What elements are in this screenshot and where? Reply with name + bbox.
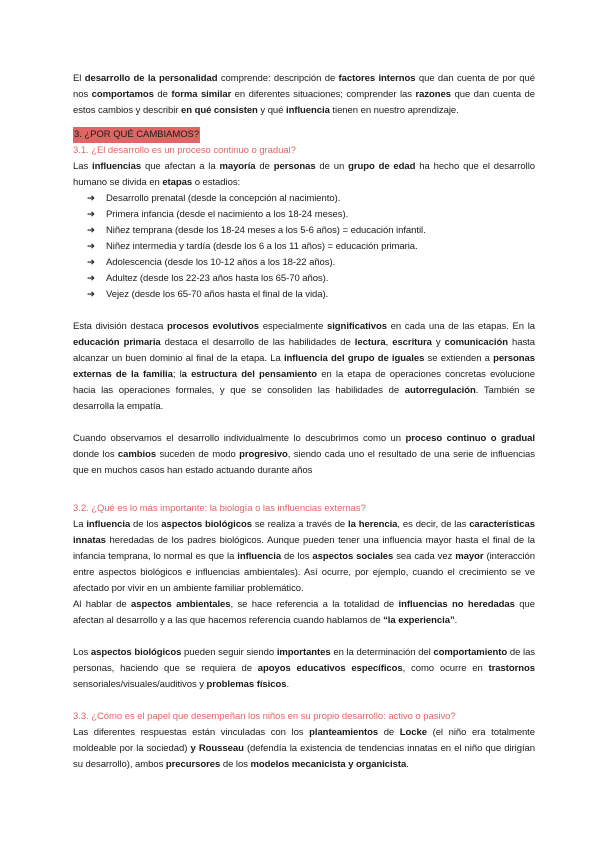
bold-run: comportamiento — [433, 647, 508, 658]
section-3-heading: 3. ¿POR QUÉ CAMBIAMOS? — [73, 127, 200, 143]
text-run: de — [255, 161, 274, 172]
bold-run: mayoría — [219, 161, 256, 172]
text-run: (interacción entre aspectos biológicos e influencias ambientales). Así ocurre, por ejemplo, cuando el crecimiento se ve afectado por vivir en un ambiente familiar problemático. — [73, 551, 535, 594]
list-item-text: Vejez (desde los 65-70 años hasta el final de la vida). — [106, 289, 329, 300]
bold-run: características innatas — [73, 519, 535, 546]
text-run: , se hace referencia a la totalidad de — [230, 599, 399, 610]
text-run: , como ocurre en — [402, 663, 489, 674]
text-run: . También se desarrolla la empatía. — [73, 385, 536, 412]
text-run: Las — [73, 161, 93, 172]
text-run: o estadios: — [192, 177, 241, 188]
text-run: El — [73, 73, 85, 84]
list-item — [87, 271, 535, 287]
bold-run: aspectos biológicos — [90, 647, 182, 658]
stages-list — [73, 191, 535, 303]
text-run: comprende: descripción de — [217, 73, 339, 84]
text-run: Cuando observamos el desarrollo individualmente lo descubrimos como un — [73, 433, 406, 444]
bold-run: influencia — [285, 105, 330, 116]
bold-run: forma similar — [171, 89, 232, 100]
bold-run: en qué consisten — [181, 105, 258, 116]
text-run: en diferentes situaciones; comprender las — [231, 89, 416, 100]
list-item-text: Adolescencia (desde los 10-12 años a los 18-22 años). — [106, 257, 336, 268]
text-run: heredadas de los padres biológicos. Aunque pueden tener una influencia mayor hasta el final de la infancia temprana, lo normal es que la — [73, 535, 535, 562]
text-run: (defendía la existencia de tendencias innatas en el niño que dirigían su desarrollo), ambos — [73, 743, 536, 770]
text-run: ha hecho que el desarrollo humano se divida en — [73, 161, 535, 188]
text-run: destaca el desarrollo de las habilidades de — [160, 337, 355, 348]
text-run: de los — [281, 551, 313, 562]
list-item-text: Niñez intermedia y tardía (desde los 6 a los 11 años) = educación primaria. — [106, 241, 418, 252]
bold-run: apoyos educativos específicos — [257, 663, 403, 674]
bold-run: aspectos ambientales — [131, 599, 231, 610]
bold-run: proceso continuo o gradual — [405, 433, 535, 444]
text-run: de — [378, 727, 400, 738]
text-run: . — [286, 679, 290, 690]
list-item — [87, 239, 535, 255]
bold-run: educación primaria — [73, 337, 161, 348]
list-item — [87, 207, 535, 223]
bold-run: desarrollo de la personalidad — [84, 73, 218, 84]
spacer — [73, 629, 535, 645]
list-item — [87, 191, 535, 207]
bold-run: planteamientos — [309, 727, 379, 738]
spacer — [73, 415, 535, 431]
text-run: de los — [130, 519, 162, 530]
bold-run: cambios — [117, 449, 157, 460]
text-run: que dan cuenta de estos cambios y describir — [73, 89, 535, 116]
bold-run: personas — [273, 161, 316, 172]
text-run: de — [153, 89, 172, 100]
bold-run: influencia — [86, 519, 131, 530]
bold-run: trastornos — [488, 663, 535, 674]
biological-support-paragraph — [73, 645, 535, 693]
arrow-right-icon: ➔ — [87, 289, 95, 300]
bold-run: procesos evolutivos — [167, 321, 260, 332]
text-run: , es decir, de las — [397, 519, 470, 530]
text-run: en cada una de las etapas. En la — [387, 321, 535, 332]
arrow-right-icon: ➔ — [87, 209, 95, 220]
text-run: especialmente — [259, 321, 327, 332]
list-item-text: Adultez (desde los 22-23 años hasta los 65-70 años). — [106, 273, 329, 284]
text-run: que dan cuenta de por qué nos — [73, 73, 535, 100]
bold-run: personas externas de la familia — [73, 353, 535, 380]
spacer — [73, 303, 535, 319]
bold-run: significativos — [326, 321, 387, 332]
text-run: en la etapa de operaciones concretas evolucione hacia las operaciones formales, y que se consoliden las habilidades de — [73, 369, 535, 396]
bold-run: etapas — [162, 177, 193, 188]
bold-run: lectura — [354, 337, 386, 348]
arrow-right-icon: ➔ — [87, 225, 95, 236]
arrow-right-icon: ➔ — [87, 257, 95, 268]
document-content — [73, 71, 535, 773]
text-run: se realiza a través de — [251, 519, 349, 530]
bold-run: factores internos — [338, 73, 416, 84]
arrow-right-icon: ➔ — [87, 193, 95, 204]
text-run: suceden de modo — [156, 449, 240, 460]
bold-run: precursores — [165, 759, 221, 770]
bold-run: modelos mecanicista y organicista — [250, 759, 407, 770]
text-run: que afectan a la — [141, 161, 220, 172]
bold-run: influencia — [237, 551, 282, 562]
bold-run: aspectos sociales — [312, 551, 394, 562]
arrow-right-icon: ➔ — [87, 273, 95, 284]
bold-run: influencias no heredadas — [398, 599, 515, 610]
spacer — [73, 693, 535, 709]
bold-run: y Rousseau — [190, 743, 244, 754]
text-run: y qué — [257, 105, 286, 116]
text-run: Esta división destaca — [73, 321, 168, 332]
text-run: Las diferentes respuestas están vinculadas con los — [73, 727, 310, 738]
bold-run: influencia del grupo de iguales — [283, 353, 425, 364]
list-item — [87, 223, 535, 239]
list-item-text: Primera infancia (desde el nacimiento a los 18-24 meses). — [106, 209, 349, 220]
text-run: de las personas, haciendo que se requiera de — [73, 647, 536, 674]
text-run: en la determinación del — [330, 647, 434, 658]
text-run: . — [454, 615, 458, 626]
text-run: y — [431, 337, 445, 348]
text-run: ; l — [172, 369, 182, 380]
list-item-text: Desarrollo prenatal (desde la concepción al nacimiento). — [106, 193, 341, 204]
bold-run: razones — [415, 89, 452, 100]
continuous-development-paragraph — [73, 431, 535, 479]
text-run: de los — [220, 759, 251, 770]
bold-run: mayor — [455, 551, 484, 562]
text-run: Los — [73, 647, 91, 658]
section-3-2-heading: 3.2. ¿Qué es lo más importante: la biología o las influencias externas? — [73, 503, 366, 514]
text-run: La — [73, 519, 87, 530]
text-run: pueden seguir siendo — [181, 647, 277, 658]
text-run: , siendo cada uno el resultado de una serie de influencias que en muchos casos han estado actuando durante años — [73, 449, 535, 476]
arrow-right-icon: ➔ — [87, 241, 95, 252]
bold-run: comportamos — [91, 89, 154, 100]
text-run: , — [385, 337, 393, 348]
list-item — [87, 255, 535, 271]
text-run: de un — [315, 161, 349, 172]
bold-run: influencias — [92, 161, 142, 172]
section-3-3-heading: 3.3. ¿Cómo es el papel que desempeñan los niños en su propio desarrollo: activo o pasivo? — [73, 711, 456, 722]
stages-detail-paragraph — [73, 319, 535, 415]
environment-paragraph — [73, 597, 535, 629]
bold-run: autorregulación — [404, 385, 476, 396]
text-run: . — [406, 759, 409, 770]
text-run: Al hablar de — [73, 599, 131, 610]
bold-run: Locke — [399, 727, 427, 738]
text-run: (el niño era totalmente moldeable por la sociedad) — [73, 727, 535, 754]
bold-run: escritura — [392, 337, 432, 348]
bold-run: grupo de edad — [348, 161, 416, 172]
text-run: sensoriales/visuales/auditivos y — [73, 679, 207, 690]
spacer — [73, 479, 535, 495]
bold-run: aspectos biológicos — [161, 519, 252, 530]
text-run: hasta alcanzar un buen dominio al final de la etapa. La — [73, 337, 535, 364]
list-item-text: Niñez temprana (desde los 18-24 meses a los 5-6 años) = educación infantil. — [106, 225, 426, 236]
stages-lead-paragraph — [73, 159, 535, 191]
bold-run: comunicación — [444, 337, 508, 348]
bold-run: la herencia — [348, 519, 398, 530]
text-run: que afectan al desarrollo y a las que hacemos referencia cuando hablamos de — [73, 599, 535, 626]
text-run: donde los — [73, 449, 118, 460]
bold-run: importantes — [276, 647, 331, 658]
section-3-1-heading: 3.1. ¿El desarrollo es un proceso continuo o gradual? — [73, 145, 296, 156]
bold-run: “la experiencia” — [383, 615, 455, 626]
bold-run: a estructura del pensamiento — [181, 369, 318, 380]
active-passive-paragraph — [73, 725, 535, 773]
list-item — [87, 287, 535, 303]
text-run: se extienden a — [424, 353, 494, 364]
intro-paragraph — [73, 71, 535, 119]
bold-run: progresivo — [239, 449, 288, 460]
biology-paragraph — [73, 517, 535, 597]
text-run: tienen en nuestro aprendizaje. — [329, 105, 459, 116]
text-run: sea cada vez — [393, 551, 456, 562]
bold-run: problemas físicos — [206, 679, 287, 690]
